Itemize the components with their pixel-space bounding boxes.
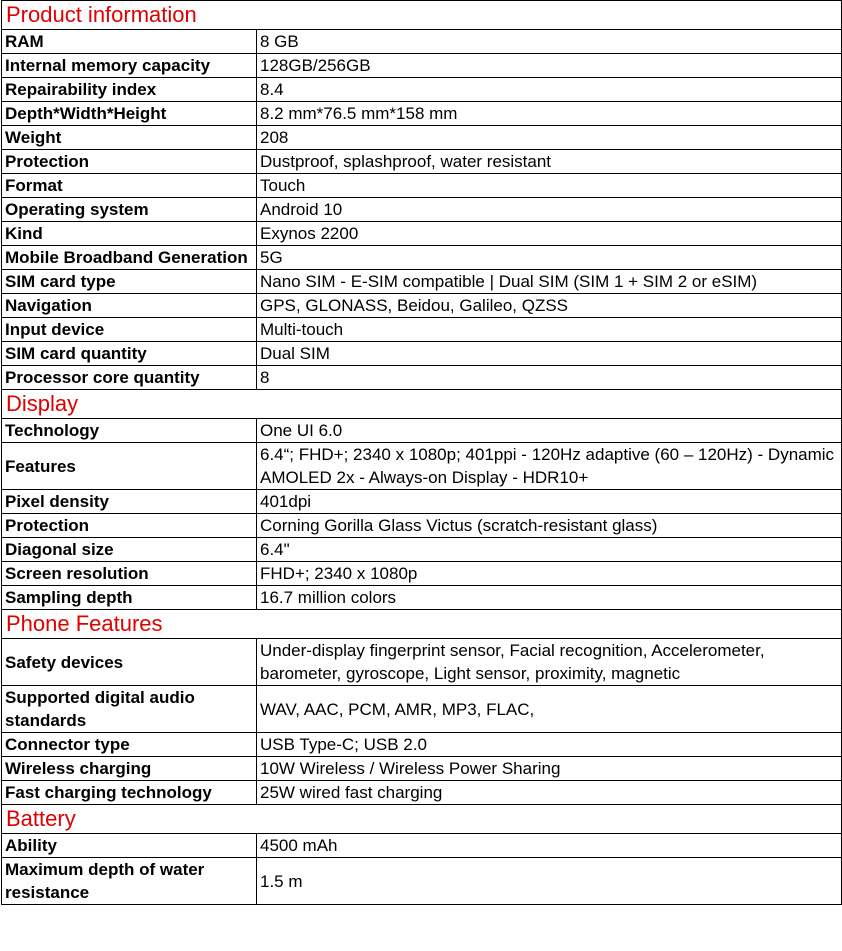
section-header-display (2, 390, 842, 419)
spec-value: 16.7 million colors (257, 586, 842, 610)
spec-value: 10W Wireless / Wireless Power Sharing (257, 757, 842, 781)
spec-row-screen-resolution (2, 562, 842, 586)
spec-value: Multi-touch (257, 318, 842, 342)
spec-row-technology (2, 419, 842, 443)
spec-value: 6.4" (257, 538, 842, 562)
spec-label: Connector type (2, 733, 257, 757)
spec-value: One UI 6.0 (257, 419, 842, 443)
spec-label: Operating system (2, 198, 257, 222)
spec-value: WAV, AAC, PCM, AMR, MP3, FLAC, (257, 686, 842, 733)
spec-label: Ability (2, 834, 257, 858)
spec-row-format (2, 174, 842, 198)
spec-label: Input device (2, 318, 257, 342)
spec-value: Under-display fingerprint sensor, Facial recognition, Accelerometer, barometer, gyroscope, Light sensor, proximity, magnetic (257, 639, 842, 686)
spec-row-input-device (2, 318, 842, 342)
spec-label: Navigation (2, 294, 257, 318)
spec-value: 1.5 m (257, 858, 842, 905)
spec-label: Diagonal size (2, 538, 257, 562)
section-title: Battery (2, 805, 842, 834)
spec-value: GPS, GLONASS, Beidou, Galileo, QZSS (257, 294, 842, 318)
spec-row-protection (2, 150, 842, 174)
spec-label: Repairability index (2, 78, 257, 102)
spec-label: Technology (2, 419, 257, 443)
spec-value: Touch (257, 174, 842, 198)
spec-row-navigation (2, 294, 842, 318)
section-header-phone-features (2, 610, 842, 639)
spec-row-supported-digital-audio-standards (2, 686, 842, 733)
spec-label: Pixel density (2, 490, 257, 514)
spec-label: Protection (2, 514, 257, 538)
spec-row-processor-core-quantity (2, 366, 842, 390)
spec-label: Internal memory capacity (2, 54, 257, 78)
section-header-battery (2, 805, 842, 834)
spec-value: Nano SIM - E-SIM compatible | Dual SIM (SIM 1 + SIM 2 or eSIM) (257, 270, 842, 294)
spec-value: 5G (257, 246, 842, 270)
spec-value: 8 (257, 366, 842, 390)
spec-row-safety-devices (2, 639, 842, 686)
spec-value: 8.4 (257, 78, 842, 102)
spec-value: 8 GB (257, 30, 842, 54)
spec-label: Screen resolution (2, 562, 257, 586)
spec-label: SIM card type (2, 270, 257, 294)
spec-value: Corning Gorilla Glass Victus (scratch-resistant glass) (257, 514, 842, 538)
spec-row-repairability-index (2, 78, 842, 102)
spec-label: Format (2, 174, 257, 198)
spec-row-kind (2, 222, 842, 246)
spec-value: Exynos 2200 (257, 222, 842, 246)
spec-row-fast-charging-technology (2, 781, 842, 805)
spec-label: SIM card quantity (2, 342, 257, 366)
spec-row-maximum-depth-of-water-resistance (2, 858, 842, 905)
spec-row-diagonal-size (2, 538, 842, 562)
spec-value: 128GB/256GB (257, 54, 842, 78)
spec-label: Mobile Broadband Generation (2, 246, 257, 270)
spec-value: FHD+; 2340 x 1080p (257, 562, 842, 586)
spec-label: Fast charging technology (2, 781, 257, 805)
spec-value: 208 (257, 126, 842, 150)
spec-label: Processor core quantity (2, 366, 257, 390)
spec-label: Depth*Width*Height (2, 102, 257, 126)
spec-row-internal-memory-capacity (2, 54, 842, 78)
section-header-product-information (2, 1, 842, 30)
spec-row-features (2, 443, 842, 490)
spec-value: Dustproof, splashproof, water resistant (257, 150, 842, 174)
spec-row-operating-system (2, 198, 842, 222)
product-spec-table (1, 0, 842, 905)
spec-value: 4500 mAh (257, 834, 842, 858)
section-title: Product information (2, 1, 842, 30)
spec-label: Protection (2, 150, 257, 174)
spec-table-body (2, 1, 842, 905)
spec-value: USB Type-C; USB 2.0 (257, 733, 842, 757)
spec-row-ability (2, 834, 842, 858)
spec-row-sim-card-quantity (2, 342, 842, 366)
spec-label: Wireless charging (2, 757, 257, 781)
spec-label: RAM (2, 30, 257, 54)
spec-row-pixel-density (2, 490, 842, 514)
spec-row-connector-type (2, 733, 842, 757)
spec-value: Dual SIM (257, 342, 842, 366)
spec-label: Supported digital audio standards (2, 686, 257, 733)
spec-label: Weight (2, 126, 257, 150)
spec-value: 8.2 mm*76.5 mm*158 mm (257, 102, 842, 126)
spec-label: Kind (2, 222, 257, 246)
spec-row-mobile-broadband-generation (2, 246, 842, 270)
spec-value: 401dpi (257, 490, 842, 514)
spec-row-sampling-depth (2, 586, 842, 610)
spec-row-ram (2, 30, 842, 54)
spec-value: Android 10 (257, 198, 842, 222)
spec-row-sim-card-type (2, 270, 842, 294)
spec-row-protection (2, 514, 842, 538)
spec-value: 25W wired fast charging (257, 781, 842, 805)
spec-row-wireless-charging (2, 757, 842, 781)
spec-row-weight (2, 126, 842, 150)
section-title: Phone Features (2, 610, 842, 639)
spec-value: 6.4“; FHD+; 2340 x 1080p; 401ppi - 120Hz adaptive (60 – 120Hz) - Dynamic AMOLED 2x - Always-on Display - HDR10+ (257, 443, 842, 490)
spec-label: Features (2, 443, 257, 490)
spec-row-depth-width-height (2, 102, 842, 126)
spec-label: Sampling depth (2, 586, 257, 610)
spec-label: Maximum depth of water resistance (2, 858, 257, 905)
spec-label: Safety devices (2, 639, 257, 686)
section-title: Display (2, 390, 842, 419)
